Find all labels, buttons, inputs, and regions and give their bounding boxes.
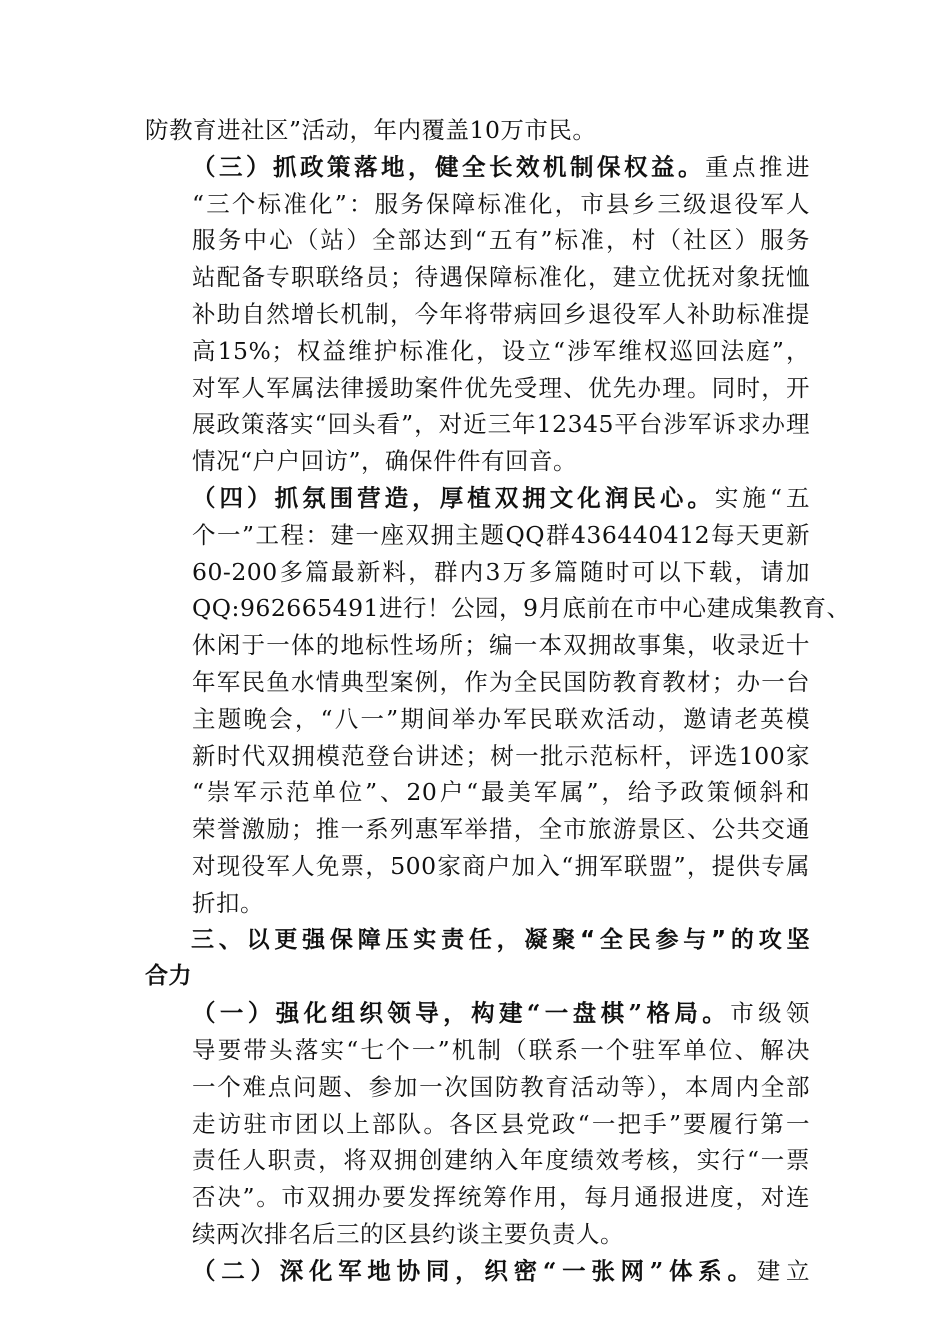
paragraph-lead: （二）深化军地协同，织密“一张网”体系。	[192, 1256, 757, 1285]
text-line: 主题晚会，“八一”期间举办军民联欢活动，邀请老英模	[192, 704, 810, 733]
text-line: （四）抓氛围营造，厚植双拥文化润民心。实施“五	[192, 483, 811, 512]
paragraph-policy-implementation	[145, 149, 810, 480]
text-line: 服务中心（站）全部达到“五有”标准，村（社区）服务	[192, 226, 810, 255]
text-line: 休闲于一体的地标性场所；编一本双拥故事集，收录近十	[192, 631, 810, 660]
text-line: “三个标准化”：服务保障标准化，市县乡三级退役军人	[192, 189, 810, 218]
text-line: （二）深化军地协同，织密“一张网”体系。建立	[192, 1256, 811, 1285]
text-line: 折扣。	[192, 888, 264, 917]
paragraph-lead: （四）抓氛围营造，厚植双拥文化润民心。	[192, 483, 715, 512]
section-heading-3	[145, 922, 810, 996]
heading-line: 合力	[145, 963, 192, 990]
text-line: （一）强化组织领导，构建“一盘棋”格局。市级领	[192, 999, 811, 1028]
text-line: 高15%；权益维护标准化，设立“涉军维权巡回法庭”，	[192, 336, 810, 365]
paragraph-organization-leadership	[145, 995, 810, 1253]
text-line: 责任人职责，将双拥创建纳入年度绩效考核，实行“一票	[192, 1146, 810, 1175]
text-line: 对军人军属法律援助案件优先受理、优先办理。同时，开	[192, 373, 810, 402]
text-line: 60-200多篇最新料，群内3万多篇随时可以下载，请加	[192, 557, 810, 586]
text-line: 补助自然增长机制，今年将带病回乡退役军人补助标准提	[192, 299, 810, 328]
text-line: 防教育进社区”活动，年内覆盖10万市民。	[145, 116, 597, 144]
paragraph-atmosphere-building	[145, 480, 851, 922]
text-line: 荣誉激励；推一系列惠军举措，全市旅游景区、公共交通	[192, 815, 810, 844]
text-line: 走访驻市团以上部队。各区县党政“一把手”要履行第一	[192, 1109, 810, 1138]
paragraph-community-education	[145, 112, 810, 149]
text-line: 情况“户户回访”，确保件件有回音。	[192, 447, 578, 476]
text-line: 新时代双拥模范登台讲述；树一批示范标杆，评选100家	[192, 741, 810, 770]
document-page	[145, 112, 851, 1290]
text-line: 展政策落实“回头看”，对近三年12345平台涉军诉求办理	[192, 410, 810, 439]
heading-line: 三、以更强保障压实责任，凝聚“全民参与”的攻坚	[191, 926, 810, 953]
text-line: 否决”。市双拥办要发挥统筹作用，每月通报进度，对连	[192, 1183, 810, 1212]
text-line: 年军民鱼水情典型案例，作为全民国防教育教材；办一台	[192, 667, 810, 696]
text-line: 站配备专职联络员；待遇保障标准化，建立优抚对象抚恤	[192, 263, 810, 292]
paragraph-lead: （一）强化组织领导，构建“一盘棋”格局。	[192, 999, 731, 1028]
text-line: 一个难点问题、参加一次国防教育活动等），本周内全部	[192, 1072, 810, 1101]
paragraph-lead: （三）抓政策落地，健全长效机制保权益。	[192, 152, 705, 181]
text-line: 个一”工程：建一座双拥主题QQ群436440412每天更新	[192, 520, 810, 549]
text-line: 导要带头落实“七个一”机制（联系一个驻军单位、解决	[192, 1035, 810, 1064]
paragraph-military-civil-coordination	[145, 1253, 810, 1290]
text-line: 对现役军人免票，500家商户加入“拥军联盟”，提供专属	[192, 851, 810, 880]
text-line: “崇军示范单位”、20户“最美军属”，给予政策倾斜和	[192, 778, 810, 807]
text-line: 续两次排名后三的区县约谈主要负责人。	[192, 1219, 624, 1248]
text-line: QQ:962665491进行！公园，9月底前在市中心建成集教育、	[192, 594, 851, 623]
text-line: （三）抓政策落地，健全长效机制保权益。重点推进	[192, 152, 810, 181]
